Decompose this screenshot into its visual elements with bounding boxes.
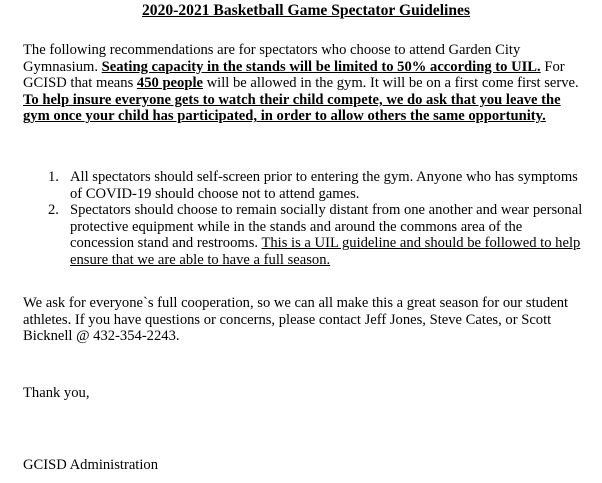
list-item-text: Spectators should choose to remain socially distant from one another and wear personal protective equipment while in the stands and around the commons area of the concession stand and restrooms. (70, 202, 583, 252)
signature: GCISD Administration (23, 457, 158, 473)
list-item-number: 1. (48, 169, 59, 185)
thanks-line: Thank you, (23, 385, 90, 401)
intro-text-1: The following recommendations are for spectators who choose to attend Garden City Gymnasium. (23, 42, 521, 75)
list-item-text: All spectators should self-screen prior to entering the gym. Anyone who has symptoms of COVID-19 should choose not to attend games. (70, 169, 578, 202)
intro-paragraph (23, 42, 589, 125)
guidelines-list (23, 169, 589, 269)
intro-text-5: will be allowed in the gym. It will be on a first come first serve. (202, 75, 579, 92)
list-item-number: 2. (48, 202, 59, 219)
uil-guideline-note: This is a UIL guideline and should be followed to help ensure that we are able to have a full season. (70, 235, 581, 268)
intro-text-3: For GCISD that means (23, 58, 565, 92)
list-item (23, 169, 589, 202)
page-title: 2020-2021 Basketball Game Spectator Guidelines (141, 2, 471, 19)
list-item (23, 202, 589, 268)
closing-paragraph: We ask for everyone`s full cooperation, so we can all make this a great season for our student athletes. If you have questions or concerns, please contact Jeff Jones, Steve Cates, or Scott Bicknell @ 432-354-2243. (23, 295, 569, 345)
capacity-count: 450 people (136, 75, 203, 92)
leave-gym-request: To help insure everyone gets to watch their child compete, we do ask that you leave the gym once your child has participated, in order to allow others the same opportunity. (23, 91, 561, 125)
seating-capacity-notice: Seating capacity in the stands will be limited to 50% according to UIL. (101, 58, 541, 75)
